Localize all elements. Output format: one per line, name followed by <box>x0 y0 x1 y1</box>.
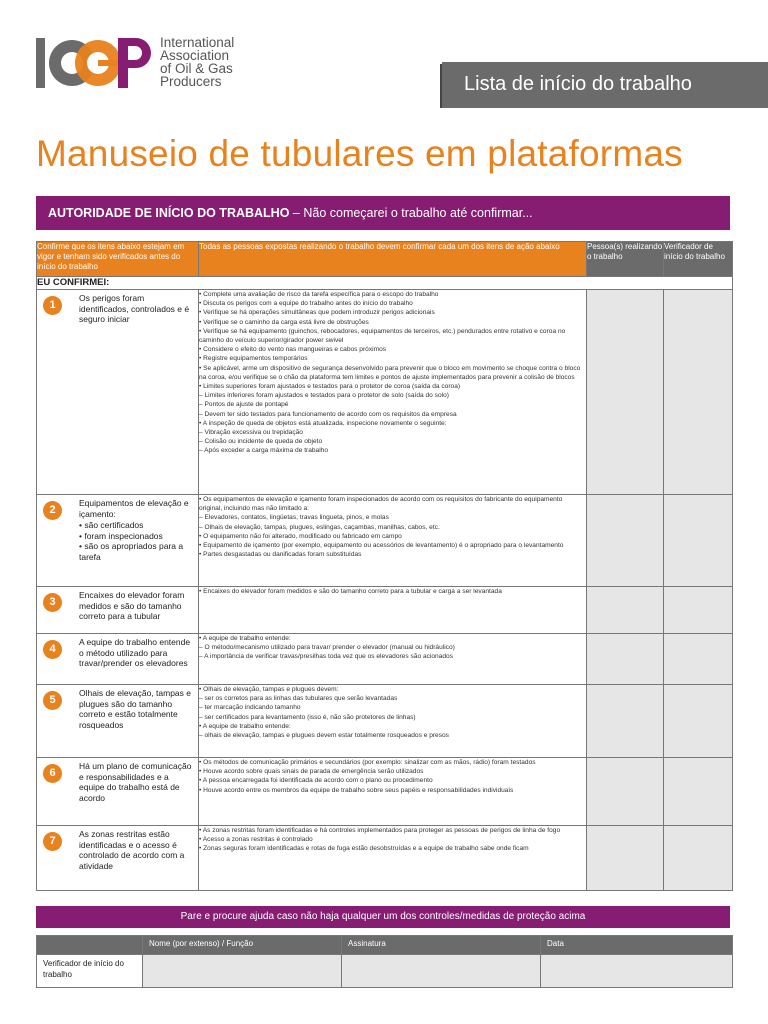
header-persons: Pessoa(s) realizando o trabalho <box>587 242 664 277</box>
item-sub-point: • são certificados <box>79 520 192 531</box>
detail-line: • Equipamento de içamento (por exemplo, equipamento ou acessórios de levantamento) é o apropriado para o levantamento <box>199 542 564 550</box>
person-check-cell[interactable] <box>587 290 664 495</box>
item-details <box>199 634 587 685</box>
detail-line: • A pessoa encarregada foi identificada de acordo com o plano ou procedimento <box>199 777 433 785</box>
person-check-cell[interactable] <box>587 685 664 758</box>
detail-line: – Colisão ou incidente de queda de objeto <box>199 438 323 446</box>
item-details <box>199 826 587 891</box>
iogp-logo <box>36 36 256 90</box>
item-sub-point: • foram inspecionados <box>79 531 192 542</box>
stop-text: Pare e procure ajuda caso não haja qualquer um dos controles/medidas de proteção acima <box>180 911 586 922</box>
detail-line: – Olhais de elevação, tampas, plugues, eslingas, caçambas, manilhas, cabos, etc. <box>199 523 440 531</box>
detail-line: • Verifique se há equipamento (guinchos, rebocadores, equipamentos de terceiros, etc.) pendurados entre rotativo e coroa no caminho do veículo superior/girador power swivel <box>199 327 566 345</box>
detail-line: – ter marcação indicando tamanho <box>199 704 301 712</box>
sign-col-date: Data <box>541 936 733 955</box>
detail-line: – ser os corretos para as linhas das tubulares que serão levantadas <box>199 695 398 703</box>
person-check-cell[interactable] <box>587 758 664 826</box>
item-label: A equipe do trabalho entende o método utilizado para travar/prender os elevadores <box>79 637 191 668</box>
detail-line: – olhais de elevação, tampas e plugues devem estar totalmente rosqueados e presos <box>199 732 449 740</box>
item-details <box>199 495 587 587</box>
item-details <box>199 685 587 758</box>
detail-line: – Pontos de ajuste de pontapé <box>199 401 289 409</box>
item-label-cell <box>37 290 199 495</box>
detail-line: – Após exceder a carga máxima de trabalho <box>199 447 329 455</box>
detail-line: • Complete uma avaliação de risco da tarefa específica para o escopo do trabalho <box>199 291 439 298</box>
item-details <box>199 758 587 826</box>
confirm-row <box>37 277 733 290</box>
detail-line: • Os métodos de comunicação primários e secundários (por exemplo: sinalizar com as mãos, rádio) foram testados <box>199 759 536 766</box>
item-number-badge: 6 <box>43 764 62 783</box>
detail-line: • Acesso a zonas restritas é controlado <box>199 836 313 844</box>
detail-line: • Registre equipamentos temporários <box>199 355 308 363</box>
detail-line: • Verifique se há operações simultâneas que podem introduzir perigos adicionais <box>199 309 435 317</box>
verifier-check-cell[interactable] <box>664 758 733 826</box>
confirm-label: EU CONFIRMEI: <box>37 277 733 290</box>
detail-line: • Olhais de elevação, tampas e plugues devem: <box>199 686 339 693</box>
detail-line: • A equipe de trabalho entende: <box>199 635 291 642</box>
header-action-items: Todas as pessoas expostas realizando o trabalho devem confirmar cada um dos itens de ação abaixo <box>199 242 587 277</box>
person-check-cell[interactable] <box>587 634 664 685</box>
person-check-cell[interactable] <box>587 587 664 634</box>
authority-band <box>36 196 730 230</box>
item-label: Há um plano de comunicação e responsabilidades e a equipe do trabalho está de acordo <box>79 761 192 803</box>
item-details <box>199 290 587 495</box>
detail-line: • Houve acordo entre os membros da equipe de trabalho sobre seus papéis e responsabilidades individuais <box>199 786 514 794</box>
header-verifier: Verificador de início do trabalho <box>664 242 733 277</box>
item-label-cell <box>37 826 199 891</box>
sign-date-field[interactable] <box>541 955 733 988</box>
detail-line: • Zonas seguras foram identificadas e rotas de fuga estão desobstruídas e a equipe de trabalho sabe onde ficam <box>199 845 529 853</box>
verifier-check-cell[interactable] <box>664 587 733 634</box>
detail-line: • Considere o efeito do vento nas mangueiras e cabos próximos <box>199 346 387 354</box>
table-row <box>37 495 733 587</box>
detail-line: • O equipamento não foi alterado, modificado ou fabricado em campo <box>199 532 402 540</box>
detail-line: • Houve acordo sobre quais sinais de parada de emergência serão utilizados <box>199 768 424 776</box>
checklist-table <box>36 241 733 891</box>
detail-line: • Discuta os perigos com a equipe do trabalho antes do início do trabalho <box>199 300 413 308</box>
item-label-cell <box>37 758 199 826</box>
table-row <box>37 758 733 826</box>
detail-line: – O método/mecanismo utilizado para travar/ prender o elevador (manual ou hidráulico) <box>199 644 455 652</box>
detail-line: – Limites inferiores foram ajustados e testados para o protetor de solo (saída do solo) <box>199 392 449 400</box>
verifier-check-cell[interactable] <box>664 290 733 495</box>
sign-name-field[interactable] <box>143 955 342 988</box>
verifier-check-cell[interactable] <box>664 826 733 891</box>
item-label: Encaixes do elevador foram medidos e são do tamanho correto para a tubular <box>79 590 185 621</box>
item-label-cell <box>37 685 199 758</box>
item-label: Equipamentos de elevação e içamento: • são certificados • foram inspecionados • são os apropriados para a tarefa <box>79 498 192 562</box>
item-label-cell <box>37 495 199 587</box>
verifier-check-cell[interactable] <box>664 685 733 758</box>
detail-line: • A inspeção de queda de objetos está atualizada, inspecione novamente o seguinte: <box>199 419 447 427</box>
item-number-badge: 5 <box>43 691 62 710</box>
person-check-cell[interactable] <box>587 495 664 587</box>
item-label-cell <box>37 634 199 685</box>
detail-line: • Os equipamentos de elevação e içamento foram inspecionados de acordo com os requisitos do fabricante do equipamento original, incluindo mas não limitado a: <box>199 496 563 513</box>
authority-bold: AUTORIDADE DE INÍCIO DO TRABALHO <box>48 206 290 220</box>
signature-row <box>37 955 733 988</box>
page-title: Manuseio de tubulares em plataformas <box>36 133 683 174</box>
signature-header-row <box>37 936 733 955</box>
item-details <box>199 587 587 634</box>
item-number-badge: 1 <box>43 296 62 315</box>
item-label: Olhais de elevação, tampas e plugues são do tamanho correto e estão totalmente rosqueados <box>79 688 191 730</box>
table-row <box>37 634 733 685</box>
sign-row-label: Verificador de início do trabalho <box>37 955 143 988</box>
sign-signature-field[interactable] <box>342 955 541 988</box>
iogp-logo-mark-icon <box>36 38 151 88</box>
person-check-cell[interactable] <box>587 826 664 891</box>
verifier-check-cell[interactable] <box>664 495 733 587</box>
item-number-badge: 4 <box>43 640 62 659</box>
detail-line: • Limites superiores foram ajustados e testados para o protetor de coroa (saída da coroa) <box>199 383 461 391</box>
detail-line: • Se aplicável, arme um dispositivo de segurança desenvolvido para prevenir que o bloco em movimento se choque contra o bloco na coroa, e/ou verifique se o chão da plataforma tem limites e pontos de ajuste implementados para prevenir a colisão de blocos <box>199 364 581 381</box>
item-number-badge: 7 <box>43 832 62 851</box>
verifier-check-cell[interactable] <box>664 634 733 685</box>
item-label: As zonas restritas estão identificadas e o acesso é controlado de acordo com a atividade <box>79 829 185 871</box>
sign-col-signature: Assinatura <box>342 936 541 955</box>
org-name: International Association of Oil & Gas Producers <box>160 35 235 89</box>
table-row <box>37 685 733 758</box>
detail-line: – Vibração excessiva ou trepidação <box>199 429 303 437</box>
header-tab-label: Lista de início do trabalho <box>464 73 692 95</box>
detail-line: – Elevadores, contatos, lingüetas, travas lingueta, pinos, e molas <box>199 514 389 522</box>
stop-band <box>36 906 730 928</box>
sign-col-name: Nome (por extenso) / Função <box>143 936 342 955</box>
table-row <box>37 587 733 634</box>
detail-line: • Verifique se o caminho da carga está livre de obstruções <box>199 318 369 326</box>
header-tab <box>442 62 768 108</box>
detail-line: – Devem ter sido testados para funcionamento de acordo com os requisitos da empresa <box>199 410 457 418</box>
item-number-badge: 2 <box>43 501 62 520</box>
item-label: Os perigos foram identificados, controlados e é seguro iniciar <box>79 293 190 324</box>
table-header-row <box>37 242 733 277</box>
item-label-cell <box>37 587 199 634</box>
item-number-badge: 3 <box>43 593 62 612</box>
detail-line: – ser certificados para levantamento (isso é, não são protetores de linhas) <box>199 713 416 721</box>
item-sub-point: • são os apropriados para a tarefa <box>79 541 192 562</box>
authority-rest: – Não começarei o trabalho até confirmar... <box>289 206 533 220</box>
header-confirm-items: Confirme que os itens abaixo estejam em vigor e tenham sido verificados antes do início do trabalho <box>37 242 199 277</box>
detail-line: • Encaixes do elevador foram medidos e são do tamanho correto para a tubular e carga a ser levantada <box>199 588 502 595</box>
detail-line: • As zonas restritas foram identificadas e há controles implementados para proteger as pessoas de perigos de linha de fogo <box>199 827 561 834</box>
table-row <box>37 290 733 495</box>
detail-line: • A equipe de trabalho entende: <box>199 722 291 730</box>
detail-line: – A importância de verificar travas/presilhas toda vez que os elevadores são acionados <box>199 653 454 661</box>
signature-table <box>36 935 733 988</box>
detail-line: • Partes desgastadas ou danificadas foram substituídas <box>199 551 362 559</box>
table-row <box>37 826 733 891</box>
